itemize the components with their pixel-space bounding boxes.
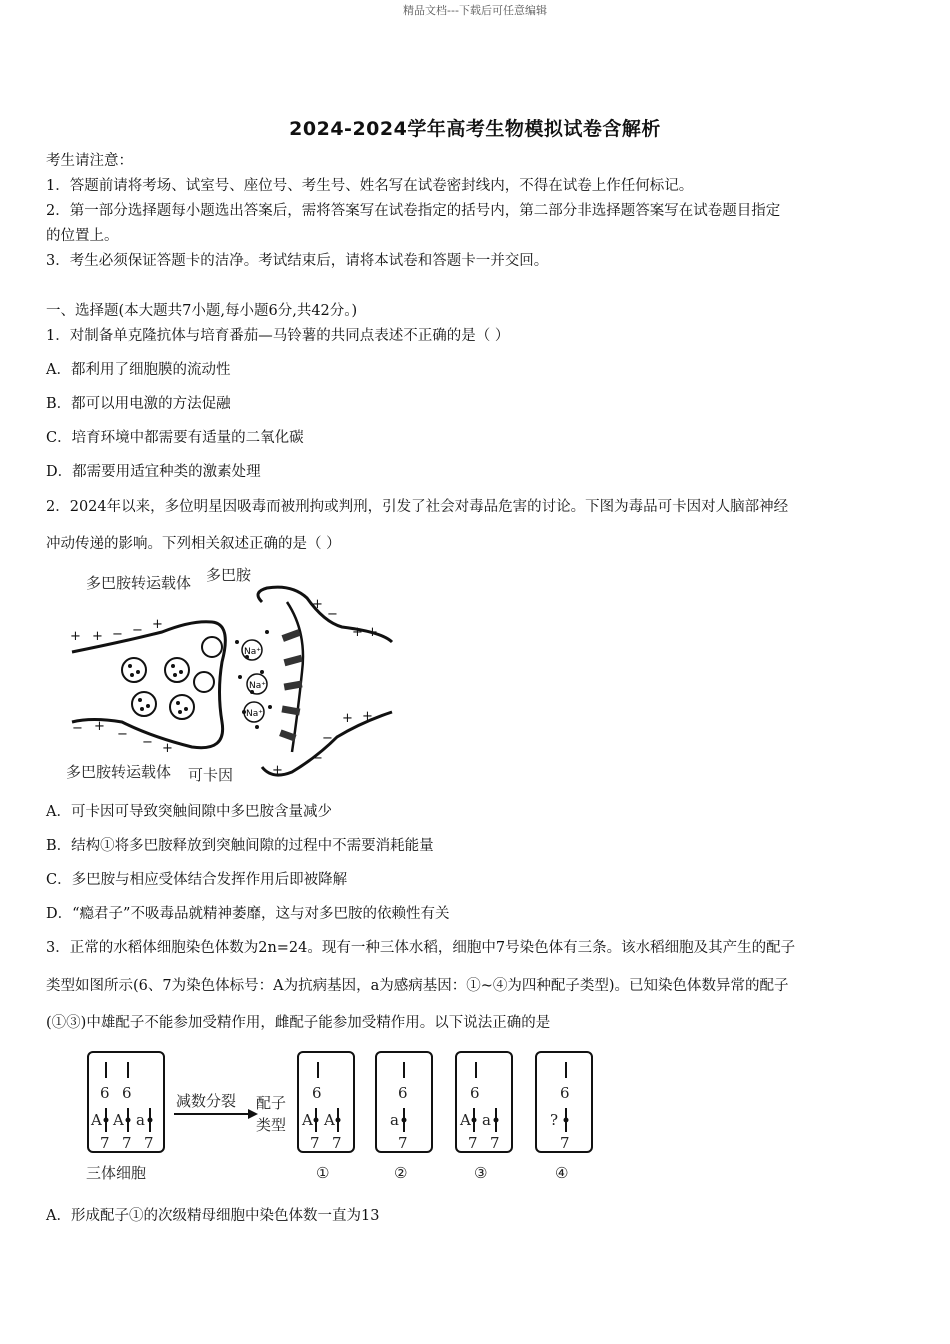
header-note: 精品文档---下载后可任意编辑 [403, 4, 547, 17]
q2-stem-line1: 2．2024年以来，多位明星因吸毒而被刑拘或判刑，引发了社会对毒品危害的讨论。下图为毒品可卡因对人脑部神经 [46, 499, 789, 515]
svg-text:a: a [390, 1111, 399, 1129]
notice-item-2-cont: 的位置上。 [46, 228, 119, 244]
svg-text:−: − [112, 627, 123, 642]
label-gamete-type-1: 配子 [256, 1094, 287, 1112]
svg-text:−: − [322, 731, 333, 746]
q3-option-a: A．形成配子①的次级精母细胞中染色体数一直为13 [46, 1208, 380, 1224]
label-dopamine-transporter-bottom: 多巴胺转运载体 [66, 763, 172, 781]
label-meiosis: 减数分裂 [176, 1092, 237, 1110]
svg-text:7: 7 [144, 1134, 154, 1152]
gamete-number-4: ④ [555, 1164, 569, 1182]
label-cocaine: 可卡因 [188, 766, 234, 784]
svg-text:−: − [327, 607, 338, 622]
svg-text:+: + [272, 763, 283, 778]
svg-text:−: − [142, 735, 153, 750]
q2-option-b: B．结构①将多巴胺释放到突触间隙的过程中不需要消耗能量 [46, 838, 434, 854]
svg-text:7: 7 [332, 1134, 342, 1152]
label-gamete-type-2: 类型 [256, 1116, 287, 1134]
label-trisomy-cell: 三体细胞 [86, 1164, 147, 1182]
synapse-figure [62, 562, 397, 788]
svg-text:A: A [91, 1111, 102, 1129]
notice-item-3: 3．考生必须保证答题卡的洁净。考试结束后，请将本试卷和答题卡一并交回。 [46, 253, 549, 269]
q2-option-c: C．多巴胺与相应受体结合发挥作用后即被降解 [46, 872, 348, 888]
svg-text:6: 6 [100, 1084, 110, 1102]
section-heading: 一、选择题(本大题共7小题,每小题6分,共42分。) [46, 303, 358, 319]
svg-text:?: ? [550, 1111, 559, 1129]
q3-stem-line3: (①③)中雄配子不能参加受精作用，雌配子能参加受精作用。以下说法正确的是 [46, 1015, 551, 1031]
notice-item-2: 2．第一部分选择题每小题选出答案后，需将答案写在试卷指定的括号内，第二部分非选择题答案写在试卷题目指定 [46, 203, 781, 219]
q1-option-c: C．培育环境中都需要有适量的二氧化碳 [46, 430, 304, 446]
na-ion-label-1: Na⁺ [244, 647, 261, 657]
svg-text:+: + [352, 625, 363, 640]
svg-text:+: + [94, 719, 105, 734]
svg-text:a: a [136, 1111, 145, 1129]
gamete-number-1: ① [316, 1164, 330, 1182]
svg-text:7: 7 [310, 1134, 320, 1152]
q3-stem-line2: 类型如图所示(6、7为染色体标号：A为抗病基因，a为感病基因：①~④为四种配子类型)。已知染色体数异常的配子 [46, 978, 789, 994]
svg-text:7: 7 [100, 1134, 110, 1152]
label-dopamine-transporter-top: 多巴胺转运载体 [86, 574, 192, 592]
svg-text:7: 7 [490, 1134, 500, 1152]
q2-stem-line2: 冲动传递的影响。下列相关叙述正确的是（ ） [46, 536, 341, 552]
svg-text:6: 6 [398, 1084, 408, 1102]
svg-text:a: a [482, 1111, 491, 1129]
svg-text:−: − [117, 727, 128, 742]
svg-text:+: + [92, 629, 103, 644]
q1-option-d: D．都需要用适宜种类的激素处理 [46, 464, 261, 480]
notice-item-1: 1．答题前请将考场、试室号、座位号、考生号、姓名写在试卷密封线内，不得在试卷上作任何标记。 [46, 178, 694, 194]
na-ion-label-3: Na⁺ [246, 709, 263, 719]
page-title: 2024-2024学年高考生物模拟试卷含解析 [289, 118, 661, 140]
svg-text:A: A [302, 1111, 313, 1129]
svg-text:+: + [342, 711, 353, 726]
q1-stem: 1．对制备单克隆抗体与培育番茄—马铃薯的共同点表述不正确的是（ ） [46, 328, 510, 344]
svg-text:6: 6 [470, 1084, 480, 1102]
svg-text:A: A [460, 1111, 471, 1129]
label-dopamine: 多巴胺 [206, 566, 252, 584]
svg-text:+: + [362, 709, 373, 724]
svg-text:7: 7 [122, 1134, 132, 1152]
svg-text:−: − [72, 721, 83, 736]
q1-option-b: B．都可以用电激的方法促融 [46, 396, 231, 412]
svg-text:+: + [70, 629, 81, 644]
q2-option-d: D．“瘾君子”不吸毒品就精神萎靡，这与对多巴胺的依赖性有关 [46, 906, 450, 922]
svg-text:6: 6 [312, 1084, 322, 1102]
gamete-number-3: ③ [474, 1164, 488, 1182]
svg-text:7: 7 [398, 1134, 408, 1152]
na-ion-label-2: Na⁺ [249, 681, 266, 691]
svg-text:+: + [152, 617, 163, 632]
svg-text:+: + [312, 597, 323, 612]
q1-option-a: A．都利用了细胞膜的流动性 [46, 362, 231, 378]
svg-text:6: 6 [122, 1084, 132, 1102]
svg-text:+: + [162, 741, 173, 756]
svg-text:+: + [367, 625, 378, 640]
gamete-number-2: ② [394, 1164, 408, 1182]
svg-text:7: 7 [560, 1134, 570, 1152]
svg-text:A: A [113, 1111, 124, 1129]
q2-option-a: A．可卡因可导致突触间隙中多巴胺含量减少 [46, 804, 332, 820]
trisomy-gamete-figure [80, 1046, 600, 1186]
svg-text:6: 6 [560, 1084, 570, 1102]
svg-text:A: A [324, 1111, 335, 1129]
svg-text:−: − [312, 751, 323, 766]
notice-heading: 考生请注意： [46, 153, 133, 169]
svg-text:7: 7 [468, 1134, 478, 1152]
q3-stem-line1: 3．正常的水稻体细胞染色体数为2n=24。现有一种三体水稻，细胞中7号染色体有三条。该水稻细胞及其产生的配子 [46, 940, 796, 956]
svg-text:−: − [132, 623, 143, 638]
